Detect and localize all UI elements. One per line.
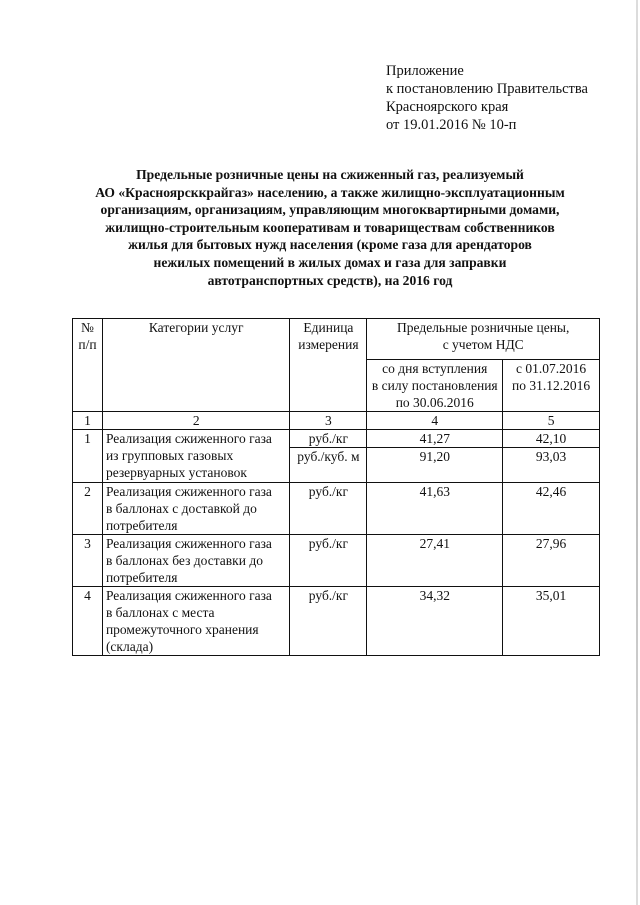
- row-number: 1: [73, 430, 103, 483]
- row-price-2: 42,46: [503, 483, 600, 535]
- appendix-line: от 19.01.2016 № 10-п: [386, 117, 517, 133]
- category-line: потребителя: [105, 570, 178, 585]
- row-price-1: 91,20: [367, 448, 503, 483]
- row-price-1: 34,32: [367, 587, 503, 656]
- header-num: [73, 319, 103, 412]
- header-unit: [290, 319, 367, 412]
- header-price: [367, 319, 600, 360]
- header-price-line: Предельные розничные цены,: [397, 320, 570, 335]
- row-number: 4: [73, 587, 103, 656]
- row-unit: руб./куб. м: [290, 448, 367, 483]
- title-line: нежилых помещений в жилых домах и газа для заправки: [153, 254, 507, 270]
- title-line: автотранспортных средств), на 2016 год: [207, 272, 453, 288]
- row-category: [102, 430, 290, 483]
- category-line: в баллонах с доставкой до: [105, 501, 257, 516]
- row-category: [102, 483, 290, 535]
- title-line: Предельные розничные цены на сжиженный газ, реализуемый: [136, 167, 524, 182]
- title-line: жилья для бытовых нужд населения (кроме газа для арендаторов: [128, 237, 532, 253]
- column-number-row: [73, 412, 600, 430]
- header-period-line: по 31.12.2016: [512, 378, 591, 393]
- row-price-1: 41,27: [367, 430, 503, 448]
- header-price-line: с учетом НДС: [442, 337, 524, 352]
- category-line: в баллонах без доставки до: [105, 553, 263, 568]
- row-price-1: 27,41: [367, 535, 503, 587]
- title-line: АО «Красноярсккрайгаз» населению, а также жилищно-эксплуатационным: [95, 184, 565, 200]
- table-row: [73, 430, 600, 448]
- table-header-row: [73, 319, 600, 360]
- category-line: резервуарных установок: [105, 465, 247, 480]
- column-number: 3: [290, 412, 367, 430]
- category-line: из групповых газовых: [105, 448, 234, 463]
- category-line: потребителя: [105, 518, 178, 533]
- header-period-2: [503, 360, 600, 412]
- title-line: жилищно-строительным кооперативам и товариществам собственников: [105, 219, 555, 235]
- row-number: 2: [73, 483, 103, 535]
- table-row: [73, 483, 600, 535]
- row-number: 3: [73, 535, 103, 587]
- appendix-line: Приложение: [386, 63, 464, 79]
- price-table: [72, 318, 600, 656]
- document-title: [70, 166, 590, 289]
- header-num-line: п/п: [78, 337, 97, 352]
- header-period-line: по 30.06.2016: [395, 395, 474, 410]
- header-unit-line: измерения: [298, 337, 359, 352]
- row-unit: руб./кг: [290, 587, 367, 656]
- appendix-line: к постановлению Правительства: [386, 81, 588, 97]
- header-period-line: с 01.07.2016: [516, 361, 587, 376]
- category-line: Реализация сжиженного газа: [105, 484, 272, 499]
- row-unit: руб./кг: [290, 483, 367, 535]
- row-category: [102, 587, 290, 656]
- category-line: (склада): [105, 639, 154, 654]
- row-category: [102, 535, 290, 587]
- category-line: промежуточного хранения: [105, 622, 259, 637]
- header-period-line: со дня вступления: [382, 361, 488, 376]
- appendix-block: [386, 62, 588, 134]
- row-price-1: 41,63: [367, 483, 503, 535]
- header-num-line: №: [81, 320, 94, 335]
- header-period-line: в силу постановления: [371, 378, 498, 393]
- column-number: 4: [367, 412, 503, 430]
- row-unit: руб./кг: [290, 535, 367, 587]
- row-price-2: 93,03: [503, 448, 600, 483]
- row-unit: руб./кг: [290, 430, 367, 448]
- category-line: Реализация сжиженного газа: [105, 588, 272, 603]
- header-category: Категории услуг: [102, 319, 290, 412]
- category-line: в баллонах с места: [105, 605, 215, 620]
- scan-edge: [636, 0, 638, 905]
- appendix-line: Красноярского края: [386, 99, 509, 115]
- header-period-1: [367, 360, 503, 412]
- title-line: организациям, организациям, управляющим многоквартирными домами,: [100, 202, 560, 218]
- row-price-2: 35,01: [503, 587, 600, 656]
- header-unit-line: Единица: [303, 320, 354, 335]
- category-line: Реализация сжиженного газа: [105, 536, 272, 551]
- column-number: 1: [73, 412, 103, 430]
- row-price-2: 42,10: [503, 430, 600, 448]
- table-row: [73, 587, 600, 656]
- row-price-2: 27,96: [503, 535, 600, 587]
- column-number: 2: [102, 412, 290, 430]
- table-row: [73, 535, 600, 587]
- column-number: 5: [503, 412, 600, 430]
- category-line: Реализация сжиженного газа: [105, 431, 272, 446]
